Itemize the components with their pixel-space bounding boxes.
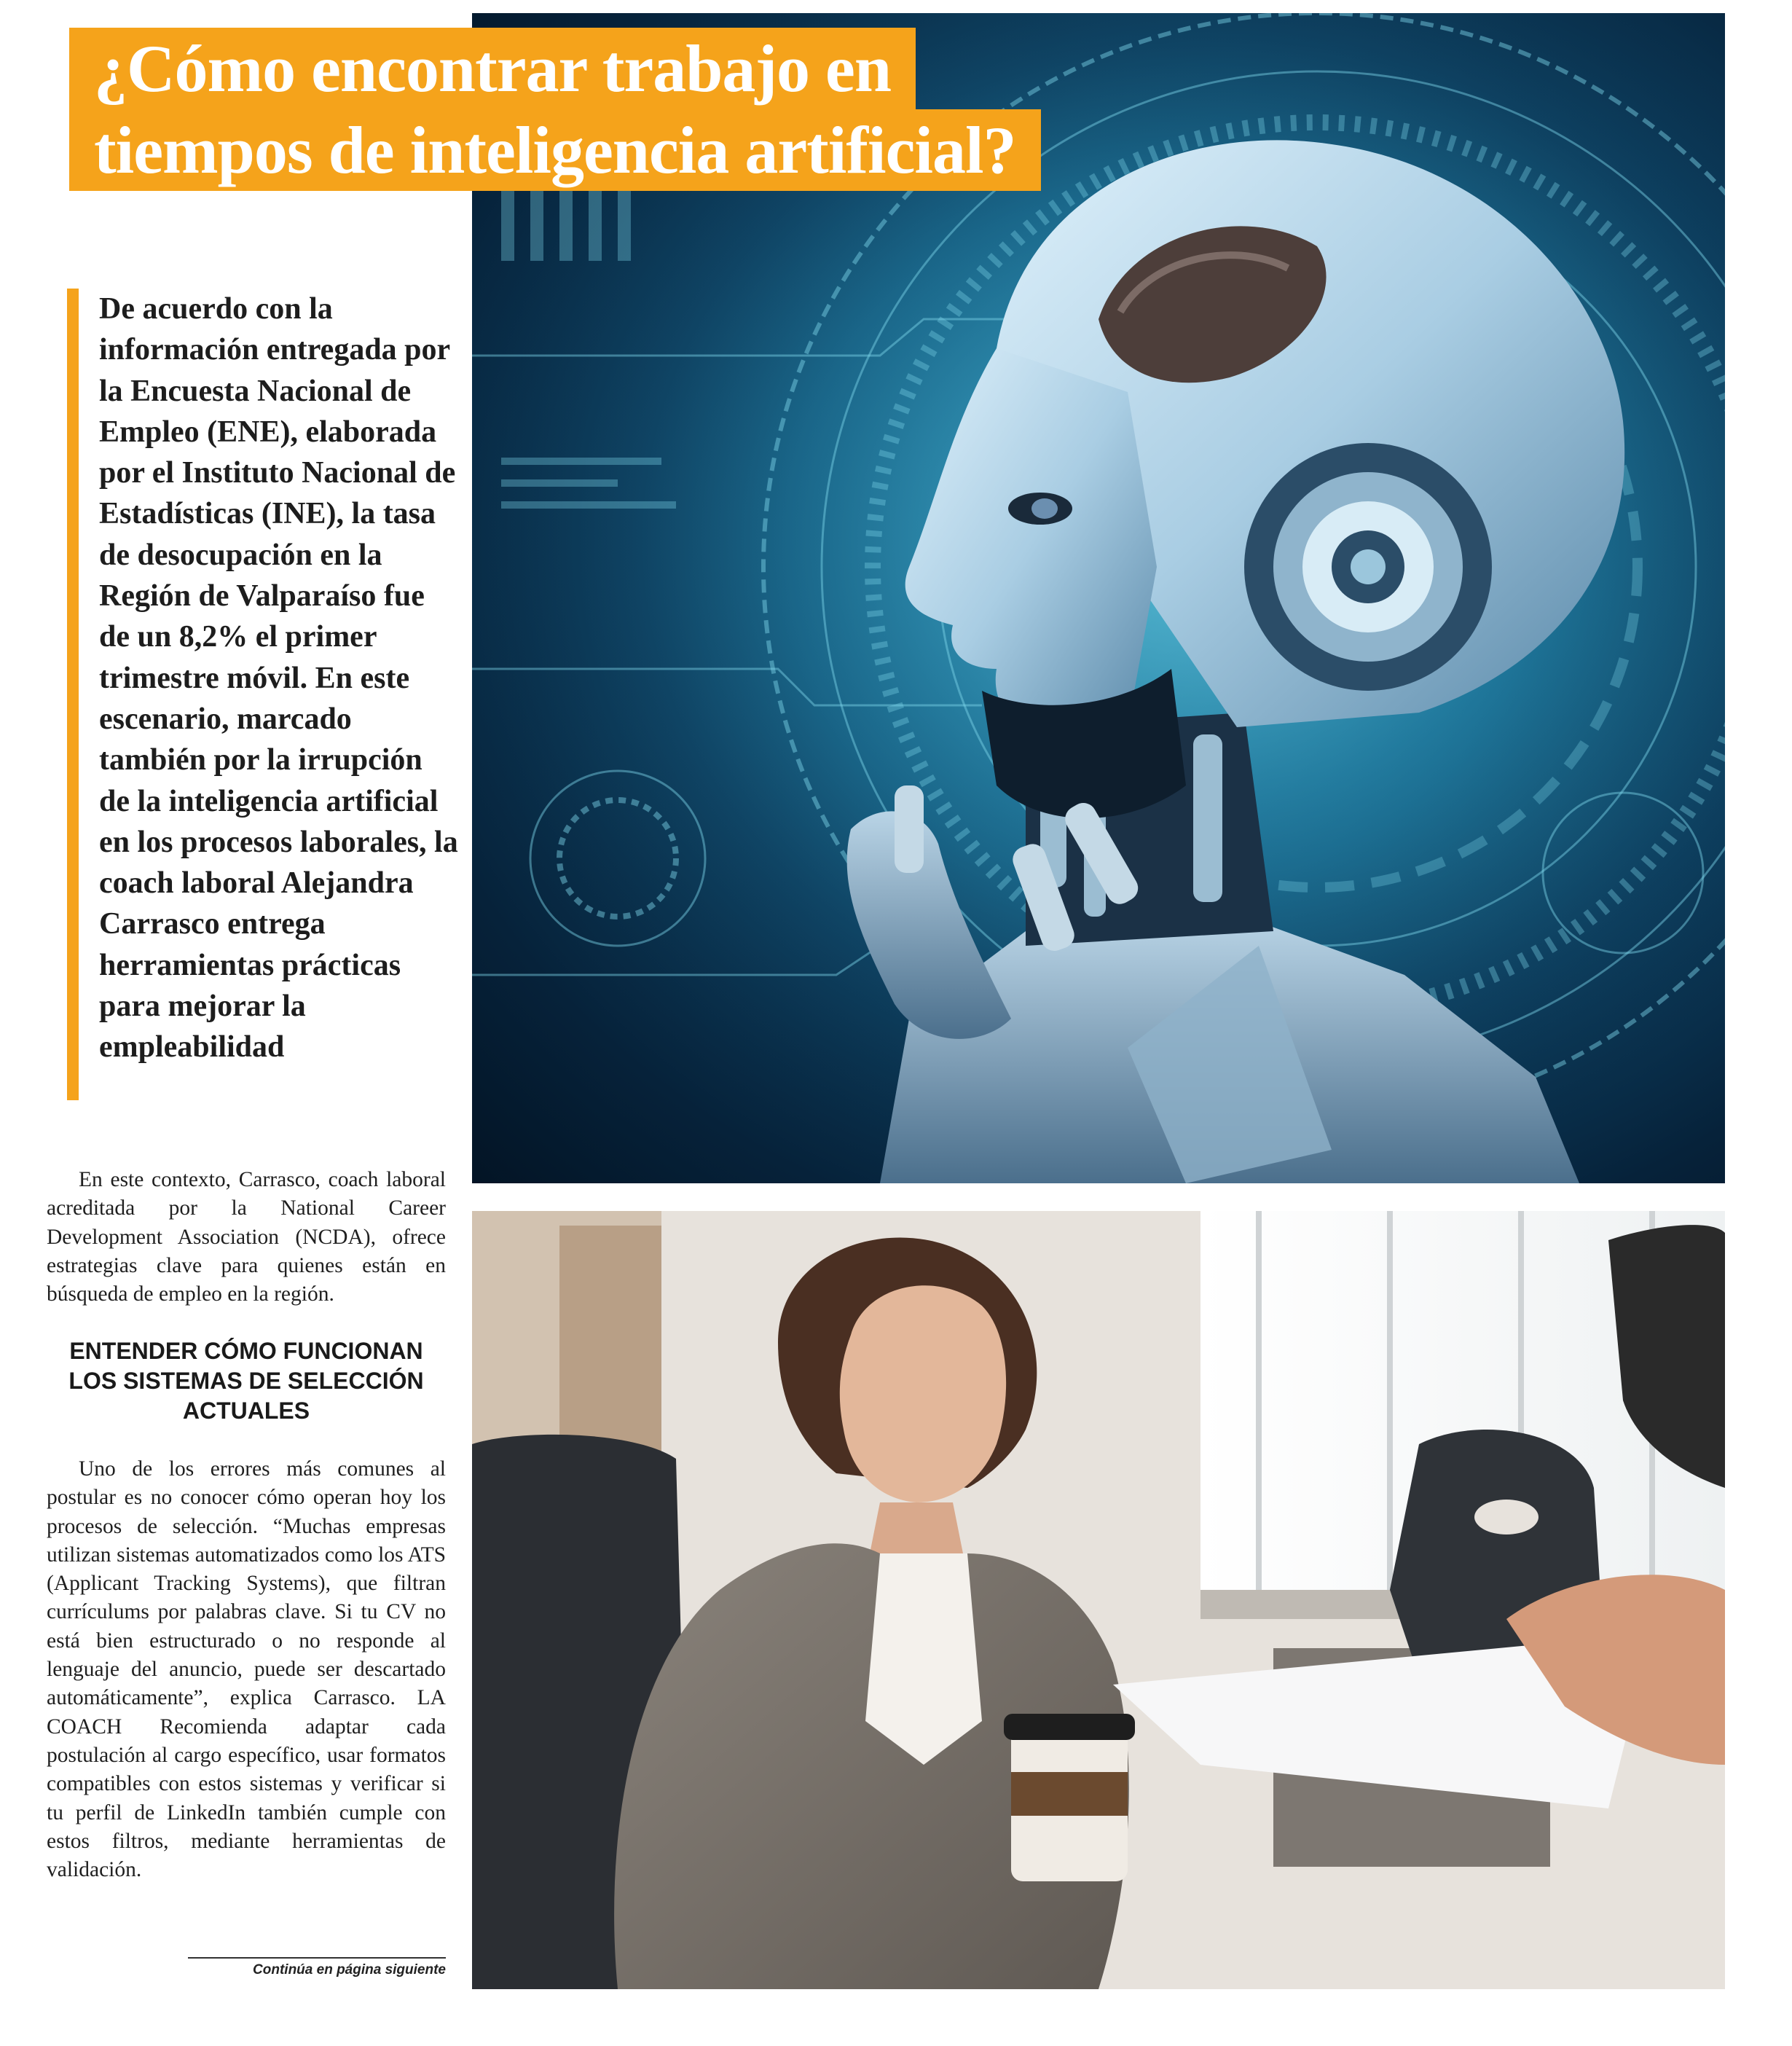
headline-line-2: tiempos de inteligencia artificial? — [69, 109, 1041, 191]
section-heading: ENTENDER CÓMO FUNCIONAN LOS SISTEMAS DE SELECCIÓN ACTUALES — [68, 1338, 424, 1424]
headline-line-1: ¿Cómo encontrar trabajo en — [69, 28, 916, 109]
lead-paragraph: De acuerdo con la información entregada por la Encuesta Nacional de Empleo (ENE), elaborada por el Instituto Nacional de Estadísticas (INE), la tasa de desocupación en la Región de Valparaíso fue de un 8,2% el primer trimestre móvil. En este escenario, marcado también por la irrupción de la inteligencia artificial en los procesos laborales, la coach laboral Alejandra Carrasco entrega herramientas prácticas para mejorar la empleabilidad — [67, 289, 460, 1100]
office-photo — [472, 1211, 1725, 1989]
body-paragraph-2: Uno de los errores más comunes al postular es no conocer cómo operan hoy los procesos de selección. “Muchas empresas utilizan sistemas automatizados como los ATS (Applicant Tracking Systems), que filtran currículums por palabras clave. Si tu CV no está bien estructurado o no responde al lenguaje del anuncio, puede ser descartado automáticamente”, explica Carrasco. LA COACH Recomienda adaptar cada postulación al cargo específico, usar formatos compatibles con estos sistemas y verificar si tu perfil de LinkedIn también cumple con estos filtros, mediante herramientas de validación. — [47, 1457, 446, 1882]
body-paragraph-1: En este contexto, Carrasco, coach laboral acreditada por la National Career Development Association (NCDA), ofrece estrategias clave para quienes están en búsqueda de empleo en la región. — [47, 1168, 446, 1306]
footer-divider — [188, 1957, 446, 1959]
continued-note: Continúa en página siguiente — [253, 1962, 446, 1978]
